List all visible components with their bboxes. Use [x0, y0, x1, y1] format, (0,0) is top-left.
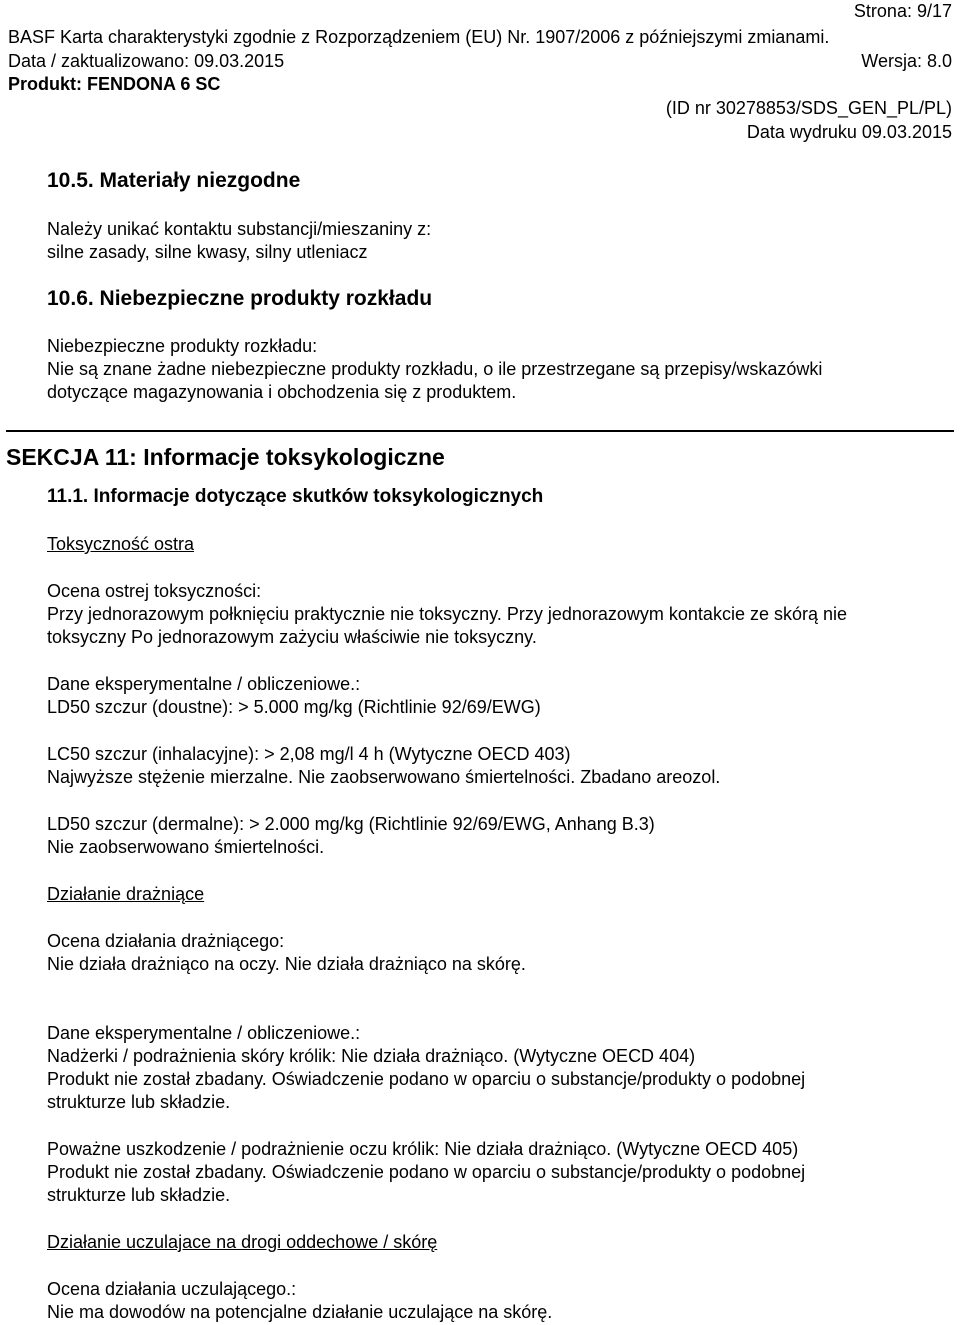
section-10-5-heading: 10.5. Materiały niezgodne: [47, 169, 301, 192]
text-line: Przy jednorazowym połknięciu praktycznie nie toksyczny. Przy jednorazowym kontakcie ze skórą nie: [47, 604, 847, 624]
text-line: Dane eksperymentalne / obliczeniowe.:: [47, 674, 361, 694]
text-line: Nie ma dowodów na potencjalne działanie uczulające na skórę.: [47, 1302, 553, 1322]
text-line: silne zasady, silne kwasy, silny utleniacz: [47, 242, 368, 262]
text-line: strukturze lub składzie.: [47, 1092, 231, 1112]
text-line: Produkt nie został zbadany. Oświadczenie podano w oparciu o substancje/produkty o podobnej: [47, 1162, 806, 1182]
print-date: Data wydruku 09.03.2015: [746, 122, 952, 142]
text-line: Należy unikać kontaktu substancji/mieszaniny z:: [47, 219, 432, 239]
section-10-6-heading: 10.6. Niebezpieczne produkty rozkładu: [47, 287, 433, 310]
version: Wersja: 8.0: [861, 51, 952, 71]
text-line: strukturze lub składzie.: [47, 1185, 231, 1205]
text-line: Niebezpieczne produkty rozkładu:: [47, 336, 318, 356]
text-line: dotyczące magazynowania i obchodzenia się z produktem.: [47, 382, 517, 402]
revision-date: Data / zaktualizowano: 09.03.2015: [8, 51, 285, 71]
text-line: Ocena ostrej toksyczności:: [47, 581, 262, 601]
document-id: (ID nr 30278853/SDS_GEN_PL/PL): [665, 98, 952, 118]
text-line: Nie są znane żadne niebezpieczne produkty rozkładu, o ile przestrzegane są przepisy/wskazówki: [47, 359, 823, 379]
irritant-title: Działanie drażniące: [47, 884, 205, 904]
section-11-heading: SEKCJA 11: Informacje toksykologiczne: [6, 444, 445, 470]
section-11-1-heading: 11.1. Informacje dotyczące skutków toksykologicznych: [47, 486, 544, 507]
text-line: Najwyższe stężenie mierzalne. Nie zaobserwowano śmiertelności. Zbadano areozol.: [47, 767, 721, 787]
text-line: Poważne uszkodzenie / podrażnienie oczu królik: Nie działa drażniąco. (Wytyczne OECD 405): [47, 1139, 799, 1159]
text-line: Dane eksperymentalne / obliczeniowe.:: [47, 1023, 361, 1043]
product-name: Produkt: FENDONA 6 SC: [8, 74, 221, 94]
section-divider: [6, 430, 954, 432]
text-line: LD50 szczur (dermalne): > 2.000 mg/kg (Richtlinie 92/69/EWG, Anhang B.3): [47, 814, 655, 834]
text-line: LC50 szczur (inhalacyjne): > 2,08 mg/l 4 h (Wytyczne OECD 403): [47, 744, 571, 764]
document-title: BASF Karta charakterystyki zgodnie z Rozporządzeniem (EU) Nr. 1907/2006 z późniejszymi zmianami.: [8, 27, 830, 47]
text-line: Produkt nie został zbadany. Oświadczenie podano w oparciu o substancje/produkty o podobnej: [47, 1069, 806, 1089]
sensitizing-title: Działanie uczulajace na drogi oddechowe / skórę: [47, 1232, 438, 1252]
text-line: Ocena działania uczulającego.:: [47, 1279, 297, 1299]
text-line: Ocena działania drażniącego:: [47, 931, 285, 951]
page-number: Strona: 9/17: [853, 1, 952, 21]
text-line: toksyczny Po jednorazowym zażyciu właściwie nie toksyczny.: [47, 627, 537, 647]
text-line: Nie zaobserwowano śmiertelności.: [47, 837, 325, 857]
text-line: LD50 szczur (doustne): > 5.000 mg/kg (Richtlinie 92/69/EWG): [47, 697, 541, 717]
text-line: Nie działa drażniąco na oczy. Nie działa drażniąco na skórę.: [47, 954, 526, 974]
acute-toxicity-title: Toksyczność ostra: [47, 534, 195, 554]
text-line: Nadżerki / podrażnienia skóry królik: Nie działa drażniąco. (Wytyczne OECD 404): [47, 1046, 696, 1066]
